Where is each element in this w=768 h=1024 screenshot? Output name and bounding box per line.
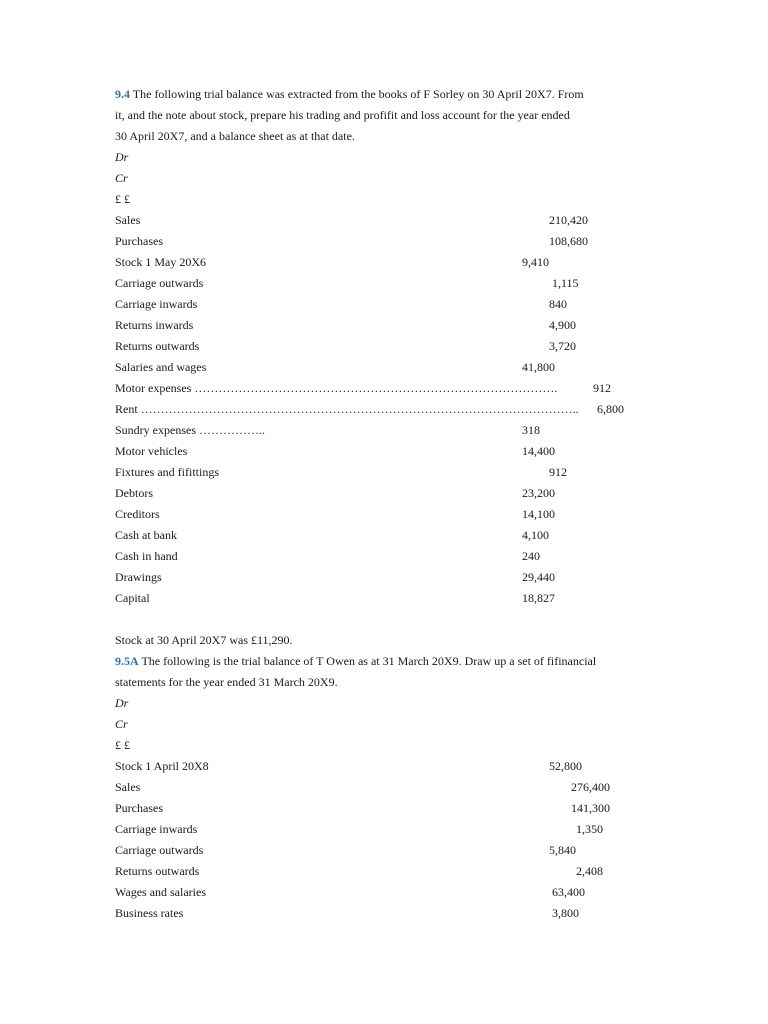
row-label: Cash at bank: [115, 528, 177, 542]
row-label: Sundry expenses ……………..: [115, 423, 265, 437]
row-amount: 4,900: [549, 318, 576, 332]
row-label: Purchases: [115, 801, 163, 815]
row-amount: 108,680: [549, 234, 588, 248]
row-amount: 3,720: [549, 339, 576, 353]
dr-heading: Dr: [115, 696, 129, 710]
row-amount: 63,400: [552, 885, 585, 899]
row-label: Wages and salaries: [115, 885, 206, 899]
row-amount: 52,800: [549, 759, 582, 773]
table-row: [115, 822, 675, 836]
row-label: Carriage outwards: [115, 843, 204, 857]
row-label: Stock 1 May 20X6: [115, 255, 206, 269]
row-amount: 840: [549, 297, 567, 311]
row-label: Capital: [115, 591, 150, 605]
row-label: Drawings: [115, 570, 162, 584]
row-amount: 240: [522, 549, 540, 563]
table-row: [115, 759, 675, 773]
table-row: [115, 591, 675, 605]
row-amount: 1,115: [552, 276, 579, 290]
row-label: Stock 1 April 20X8: [115, 759, 209, 773]
row-amount: 14,100: [522, 507, 555, 521]
table-row: [115, 864, 675, 878]
row-amount: 912: [593, 381, 611, 395]
table-row: [115, 213, 675, 227]
table-row: [115, 843, 675, 857]
row-label: Business rates: [115, 906, 184, 920]
dr-heading: Dr: [115, 150, 129, 164]
table-row: [115, 297, 675, 311]
table-row: [115, 507, 675, 521]
row-label: Sales: [115, 780, 141, 794]
row-label: Salaries and wages: [115, 360, 207, 374]
row-label: Debtors: [115, 486, 153, 500]
table-row: [115, 906, 675, 920]
row-amount: 41,800: [522, 360, 555, 374]
exercise-9-5a-intro-line-2: statements for the year ended 31 March 20X9.: [115, 675, 338, 689]
row-amount: 29,440: [522, 570, 555, 584]
row-amount: 2,408: [576, 864, 603, 878]
cr-heading: Cr: [115, 717, 128, 731]
row-amount: 318: [522, 423, 540, 437]
row-label: Returns outwards: [115, 339, 200, 353]
currency-heading: £ £: [115, 192, 130, 206]
stock-note: Stock at 30 April 20X7 was £11,290.: [115, 633, 293, 647]
row-amount: 6,800: [597, 402, 624, 416]
cr-heading: Cr: [115, 171, 128, 185]
row-label: Fixtures and fifittings: [115, 465, 219, 479]
row-amount: 912: [549, 465, 567, 479]
table-row: [115, 465, 675, 479]
row-amount: 3,800: [552, 906, 579, 920]
row-amount: 5,840: [549, 843, 576, 857]
currency-heading: £ £: [115, 738, 130, 752]
row-label: Cash in hand: [115, 549, 178, 563]
row-amount: 18,827: [522, 591, 555, 605]
exercise-9-4-intro-line-3: 30 April 20X7, and a balance sheet as at that date.: [115, 129, 355, 143]
table-row: [115, 885, 675, 899]
exercise-9-4-intro-line-1: [115, 87, 584, 101]
exercise-9-5a-intro-line-1: [115, 654, 596, 668]
row-amount: 9,410: [522, 255, 549, 269]
table-row: [115, 318, 675, 332]
row-label: Carriage outwards: [115, 276, 204, 290]
table-row: [115, 528, 675, 542]
row-label: Carriage inwards: [115, 822, 198, 836]
row-amount: 23,200: [522, 486, 555, 500]
table-row: [115, 444, 675, 458]
row-amount: 1,350: [576, 822, 603, 836]
row-label: Returns inwards: [115, 318, 194, 332]
table-row: [115, 549, 675, 563]
row-label: Rent ………………………………………………………………………………………………..: [115, 402, 579, 416]
table-row: [115, 801, 675, 815]
table-row: [115, 402, 675, 416]
table-row: [115, 234, 675, 248]
row-amount: 14,400: [522, 444, 555, 458]
row-amount: 141,300: [571, 801, 610, 815]
row-label: Creditors: [115, 507, 160, 521]
row-label: Carriage inwards: [115, 297, 198, 311]
intro-text: The following is the trial balance of T Owen as at 31 March 20X9. Draw up a set of fifinancial: [138, 654, 597, 668]
table-row: [115, 423, 675, 437]
intro-text: The following trial balance was extracted from the books of F Sorley on 30 April 20X7. From: [130, 87, 584, 101]
row-label: Purchases: [115, 234, 163, 248]
table-row: [115, 360, 675, 374]
table-row: [115, 339, 675, 353]
row-amount: 4,100: [522, 528, 549, 542]
table-row: [115, 486, 675, 500]
row-label: Motor vehicles: [115, 444, 188, 458]
row-amount: 210,420: [549, 213, 588, 227]
table-row: [115, 780, 675, 794]
row-label: Returns outwards: [115, 864, 200, 878]
table-row: [115, 255, 675, 269]
exercise-number: 9.5A: [115, 654, 139, 668]
row-label: Sales: [115, 213, 141, 227]
table-row: [115, 570, 675, 584]
exercise-9-4-intro-line-2: it, and the note about stock, prepare his trading and profifit and loss account for the year ended: [115, 108, 570, 122]
row-amount: 276,400: [571, 780, 610, 794]
table-row: [115, 276, 675, 290]
exercise-number: 9.4: [115, 87, 130, 101]
row-label: Motor expenses ……………………………………………………………………………….: [115, 381, 558, 395]
table-row: [115, 381, 675, 395]
